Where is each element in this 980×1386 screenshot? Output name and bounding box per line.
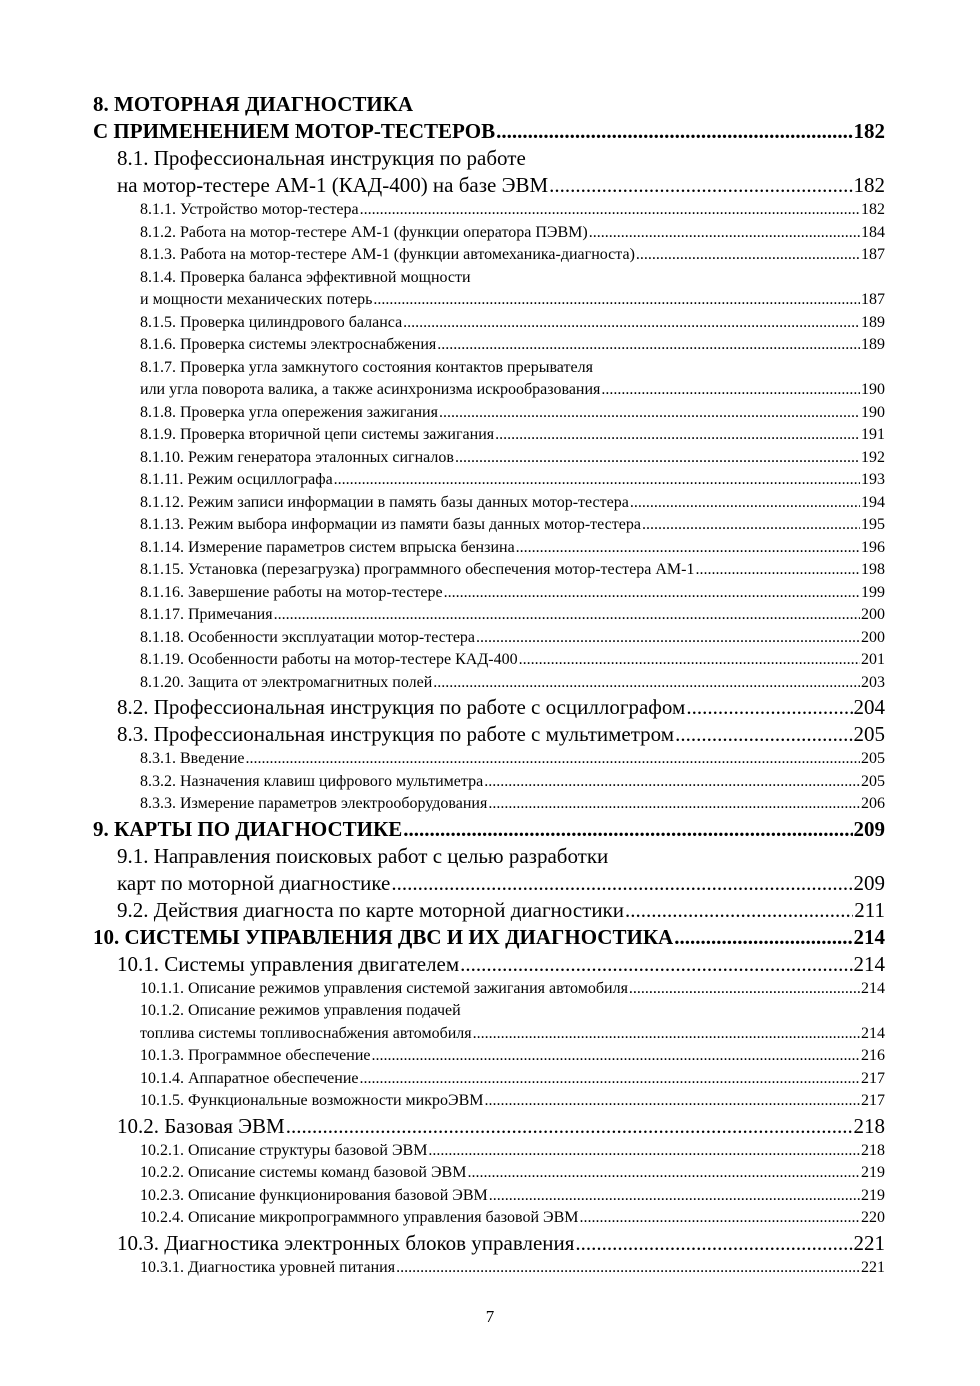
toc-entry-title: 8.1.2. Работа на мотор-тестере АМ-1 (функции оператора ПЭВМ) bbox=[140, 223, 588, 241]
toc-line bbox=[140, 978, 885, 1001]
toc-entry-level-2[interactable] bbox=[0, 897, 980, 924]
toc-entry-level-1[interactable] bbox=[0, 91, 885, 145]
dot-leader bbox=[489, 1185, 860, 1208]
toc-line bbox=[140, 672, 885, 695]
toc-page-number: 182 bbox=[853, 173, 885, 197]
toc-line bbox=[140, 748, 885, 771]
toc-page-number: 198 bbox=[861, 561, 885, 578]
toc-line bbox=[140, 1068, 885, 1091]
dot-leader bbox=[516, 537, 860, 560]
toc-entry-title: 8.1.1. Устройство мотор-тестера bbox=[140, 201, 359, 218]
toc-entry-title: 8.3. Профессиональная инструкция по работе с мультиметром bbox=[117, 722, 675, 746]
dot-leader bbox=[460, 951, 852, 978]
toc-entry-title: и мощности механических потерь bbox=[140, 291, 373, 308]
dot-leader bbox=[360, 1068, 861, 1091]
toc-entry-title: С ПРИМЕНЕНИЕМ МОТОР-ТЕСТЕРОВ bbox=[93, 119, 496, 143]
toc-page-number: 184 bbox=[861, 223, 885, 241]
toc-entry-title: 10.2. Базовая ЭВМ bbox=[117, 1113, 285, 1138]
dot-leader bbox=[630, 492, 860, 515]
toc-entry-level-3[interactable] bbox=[0, 978, 980, 1001]
toc-entry-title: 10.2.1. Описание структуры базовой ЭВМ bbox=[140, 1141, 428, 1159]
toc-line bbox=[140, 199, 885, 222]
toc-page-number: 193 bbox=[861, 471, 885, 488]
toc-page-number: 218 bbox=[861, 1141, 885, 1159]
toc-entry-level-3[interactable] bbox=[0, 402, 980, 425]
toc-page-number: 203 bbox=[861, 673, 885, 691]
toc-line bbox=[140, 379, 885, 402]
toc-line bbox=[140, 582, 885, 605]
dot-leader bbox=[496, 118, 852, 145]
toc-page-number: 219 bbox=[861, 1186, 885, 1204]
toc-entry-level-3[interactable] bbox=[0, 793, 980, 816]
toc-entry-level-3[interactable] bbox=[0, 672, 980, 695]
toc-page-number: 209 bbox=[853, 870, 885, 895]
toc-entry-title: 8.1.9. Проверка вторичной цепи системы зажигания bbox=[140, 426, 495, 443]
toc-page-number: 194 bbox=[861, 493, 885, 511]
toc-entry-level-2[interactable] bbox=[0, 1113, 980, 1140]
toc-entry-level-3[interactable] bbox=[0, 649, 980, 672]
toc-line bbox=[140, 1207, 885, 1230]
dot-leader bbox=[455, 447, 860, 470]
toc-entry-level-3[interactable] bbox=[0, 627, 980, 650]
dot-leader bbox=[403, 816, 852, 843]
toc-entry-level-3[interactable] bbox=[0, 1000, 980, 1045]
dot-leader bbox=[484, 1090, 860, 1113]
toc-entry-level-3[interactable] bbox=[0, 334, 980, 357]
dot-leader bbox=[589, 222, 860, 245]
toc-line bbox=[117, 721, 885, 748]
dot-leader bbox=[484, 771, 860, 794]
toc-entry-title: 8.3.2. Назначения клавиш цифрового мультиметра bbox=[140, 772, 484, 790]
toc-entry-title: 8.1.18. Особенности эксплуатации мотор-тестера bbox=[140, 628, 476, 646]
toc-page-number: 200 bbox=[861, 606, 885, 623]
toc-entry-level-3[interactable] bbox=[0, 1140, 980, 1163]
toc-entry-level-3[interactable] bbox=[0, 604, 980, 627]
toc-entry-title: 10.2.4. Описание микропрограммного управления базовой ЭВМ bbox=[140, 1209, 579, 1226]
toc-line bbox=[117, 1113, 885, 1140]
toc-line bbox=[140, 289, 885, 312]
toc-entry-level-3[interactable] bbox=[0, 492, 980, 515]
toc-entry-level-2[interactable] bbox=[0, 1230, 980, 1257]
toc-entry-level-3[interactable] bbox=[0, 312, 980, 335]
toc-entry-level-3[interactable] bbox=[0, 424, 980, 447]
toc-line bbox=[140, 447, 885, 470]
toc-entry-level-3[interactable] bbox=[0, 469, 980, 492]
toc-entry-title: 8.1.17. Примечания bbox=[140, 606, 273, 623]
dot-leader bbox=[437, 334, 860, 357]
toc-page-number: 182 bbox=[861, 201, 885, 218]
dot-leader bbox=[286, 1113, 853, 1140]
toc-line bbox=[117, 694, 885, 721]
toc-page-number: 196 bbox=[861, 538, 885, 556]
toc-entry-title: 10.1.1. Описание режимов управления системой зажигания автомобиля bbox=[140, 979, 628, 997]
toc-entry-title: 8.1. Профессиональная инструкция по работе bbox=[117, 146, 526, 170]
dot-leader bbox=[373, 289, 860, 312]
toc-page-number: 201 bbox=[861, 651, 885, 668]
toc-entry-level-3[interactable] bbox=[0, 1090, 980, 1113]
dot-leader bbox=[601, 379, 860, 402]
dot-leader bbox=[334, 469, 860, 492]
toc-entry-title: 10.3. Диагностика электронных блоков управления bbox=[117, 1230, 575, 1255]
toc-entry-title: 8.1.14. Измерение параметров систем впрыска бензина bbox=[140, 538, 515, 556]
toc-entry-level-2[interactable] bbox=[0, 145, 980, 199]
dot-leader bbox=[444, 582, 860, 605]
toc-entry-title: 10.1.3. Программное обеспечение bbox=[140, 1047, 371, 1064]
toc-line bbox=[140, 559, 885, 582]
toc-page-number: 214 bbox=[861, 979, 885, 997]
table-of-contents bbox=[0, 91, 980, 1279]
toc-entry-title: 8.1.5. Проверка цилиндрового баланса bbox=[140, 313, 403, 331]
toc-entry-title: 8.1.11. Режим осциллографа bbox=[140, 471, 333, 488]
toc-entry-title: на мотор-тестере АМ-1 (КАД-400) на базе ЭВМ bbox=[117, 173, 549, 197]
toc-entry-title: карт по моторной диагностике bbox=[117, 870, 391, 895]
toc-line bbox=[140, 537, 885, 560]
dot-leader bbox=[519, 649, 860, 672]
toc-entry-title: 8.1.6. Проверка системы электроснабжения bbox=[140, 336, 437, 353]
toc-entry-title: 9. КАРТЫ ПО ДИАГНОСТИКЕ bbox=[93, 816, 403, 841]
toc-page-number: 218 bbox=[853, 1113, 885, 1138]
toc-entry-level-3[interactable] bbox=[0, 1185, 980, 1208]
toc-page-number: 195 bbox=[861, 516, 885, 533]
toc-entry-title: 10.1.4. Аппаратное обеспечение bbox=[140, 1069, 359, 1087]
toc-line bbox=[140, 222, 885, 245]
dot-leader bbox=[642, 514, 860, 537]
toc-entry-title: топлива системы топливоснабжения автомобиля bbox=[140, 1024, 472, 1042]
dot-leader bbox=[274, 604, 860, 627]
toc-entry-title: 8.1.10. Режим генератора эталонных сигналов bbox=[140, 448, 454, 466]
toc-entry-title: 8.2. Профессиональная инструкция по работе с осциллографом bbox=[117, 695, 686, 719]
toc-page-number: 209 bbox=[853, 816, 885, 841]
dot-leader bbox=[686, 694, 852, 721]
toc-entry-title: 8.1.7. Проверка угла замкнутого состояния контактов прерывателя bbox=[140, 358, 593, 376]
toc-page-number: 191 bbox=[861, 426, 885, 443]
toc-entry-title: 8.1.3. Работа на мотор-тестере АМ-1 (функции автомеханика-диагноста) bbox=[140, 246, 635, 263]
toc-entry-level-1[interactable] bbox=[0, 924, 885, 951]
toc-entry-level-1[interactable] bbox=[0, 816, 885, 843]
dot-leader bbox=[575, 1230, 852, 1257]
toc-line bbox=[140, 424, 885, 447]
toc-entry-level-3[interactable] bbox=[0, 1068, 980, 1091]
toc-entry-title: 10.3.1. Диагностика уровней питания bbox=[140, 1258, 396, 1276]
toc-line bbox=[140, 492, 885, 515]
toc-page-number: 187 bbox=[861, 291, 885, 308]
toc-entry-title: или угла поворота валика, а также асинхронизма искрообразования bbox=[140, 381, 601, 398]
toc-entry-level-3[interactable] bbox=[0, 267, 980, 312]
toc-entry-level-2[interactable] bbox=[0, 721, 980, 748]
toc-entry-title: 8.1.15. Установка (перезагрузка) программного обеспечения мотор-тестера АМ-1 bbox=[140, 561, 695, 578]
toc-entry-title: 10.2.2. Описание системы команд базовой ЭВМ bbox=[140, 1164, 467, 1181]
toc-page-number: 187 bbox=[861, 246, 885, 263]
toc-line bbox=[117, 951, 885, 978]
toc-page-number: 217 bbox=[861, 1069, 885, 1087]
toc-page-number: 221 bbox=[853, 1230, 885, 1255]
toc-page-number: 204 bbox=[853, 695, 885, 719]
dot-leader bbox=[476, 627, 860, 650]
dot-leader bbox=[428, 1140, 860, 1163]
toc-entry-title: 8.1.8. Проверка угла опережения зажигания bbox=[140, 403, 438, 421]
toc-entry-level-2[interactable] bbox=[0, 843, 980, 897]
toc-page-number: 217 bbox=[861, 1092, 885, 1109]
dot-leader bbox=[636, 244, 860, 267]
toc-line bbox=[140, 334, 885, 357]
toc-page-number: 205 bbox=[861, 750, 885, 767]
toc-line bbox=[140, 469, 885, 492]
toc-entry-title: 9.2. Действия диагноста по карте моторной диагностики bbox=[117, 897, 624, 922]
toc-page-number: 205 bbox=[861, 772, 885, 790]
toc-page-number: 219 bbox=[861, 1164, 885, 1181]
toc-entry-level-2[interactable] bbox=[0, 951, 980, 978]
toc-entry-title: 8.1.16. Завершение работы на мотор-тестере bbox=[140, 583, 443, 601]
toc-line bbox=[117, 1230, 885, 1257]
toc-page-number: 205 bbox=[853, 722, 885, 746]
toc-page-number: 214 bbox=[853, 951, 885, 976]
toc-page-number: 221 bbox=[861, 1258, 885, 1276]
toc-line bbox=[140, 604, 885, 627]
toc-page-number: 199 bbox=[861, 583, 885, 601]
toc-line bbox=[140, 267, 885, 290]
toc-line bbox=[140, 1045, 885, 1068]
toc-page-number: 192 bbox=[861, 448, 885, 466]
toc-line bbox=[140, 793, 885, 816]
toc-entry-title: 8.1.12. Режим записи информации в память базы данных мотор-тестера bbox=[140, 493, 629, 511]
toc-entry-level-2[interactable] bbox=[0, 694, 980, 721]
toc-line bbox=[140, 771, 885, 794]
toc-page-number: 206 bbox=[861, 795, 885, 812]
toc-page-number: 189 bbox=[861, 336, 885, 353]
toc-entry-level-3[interactable] bbox=[0, 447, 980, 470]
toc-line bbox=[117, 870, 885, 897]
toc-line bbox=[93, 91, 885, 118]
toc-entry-level-3[interactable] bbox=[0, 582, 980, 605]
toc-entry-level-3[interactable] bbox=[0, 222, 980, 245]
toc-entry-title: 10.1.5. Функциональные возможности микроЭВМ bbox=[140, 1092, 484, 1109]
dot-leader bbox=[629, 978, 860, 1001]
dot-leader bbox=[549, 172, 852, 199]
page-number: 7 bbox=[485, 1307, 495, 1326]
toc-entry-level-3[interactable] bbox=[0, 1207, 980, 1230]
toc-line bbox=[140, 1090, 885, 1113]
toc-page-number: 182 bbox=[853, 119, 885, 143]
toc-page-number: 216 bbox=[861, 1047, 885, 1064]
dot-leader bbox=[360, 199, 860, 222]
toc-line bbox=[140, 312, 885, 335]
toc-line bbox=[140, 244, 885, 267]
toc-page-number: 220 bbox=[861, 1209, 885, 1226]
toc-entry-level-3[interactable] bbox=[0, 244, 980, 267]
dot-leader bbox=[372, 1045, 861, 1068]
dot-leader bbox=[439, 402, 860, 425]
toc-page-number: 189 bbox=[861, 313, 885, 331]
toc-entry-title: 9.1. Направления поисковых работ с целью разработки bbox=[117, 843, 609, 868]
toc-line bbox=[140, 1185, 885, 1208]
toc-line bbox=[140, 1140, 885, 1163]
toc-line bbox=[140, 1000, 885, 1023]
toc-line bbox=[117, 172, 885, 199]
toc-entry-level-3[interactable] bbox=[0, 748, 980, 771]
toc-page-number: 211 bbox=[854, 897, 885, 922]
dot-leader bbox=[579, 1207, 860, 1230]
toc-entry-title: 8.1.13. Режим выбора информации из памяти базы данных мотор-тестера bbox=[140, 516, 641, 533]
toc-line bbox=[140, 649, 885, 672]
toc-line bbox=[117, 897, 885, 924]
toc-line bbox=[140, 1257, 885, 1280]
toc-line bbox=[140, 357, 885, 380]
dot-leader bbox=[391, 870, 852, 897]
dot-leader bbox=[488, 793, 860, 816]
toc-line bbox=[93, 816, 885, 843]
toc-line bbox=[117, 843, 885, 870]
dot-leader bbox=[675, 721, 852, 748]
dot-leader bbox=[625, 897, 853, 924]
toc-entry-level-3[interactable] bbox=[0, 514, 980, 537]
toc-page-number: 214 bbox=[853, 924, 885, 949]
toc-line bbox=[140, 627, 885, 650]
toc-entry-title: 8.1.20. Защита от электромагнитных полей bbox=[140, 673, 433, 691]
toc-line bbox=[93, 924, 885, 951]
toc-entry-title: 10.1.2. Описание режимов управления подачей bbox=[140, 1002, 461, 1019]
toc-entry-level-3[interactable] bbox=[0, 771, 980, 794]
dot-leader bbox=[467, 1162, 860, 1185]
dot-leader bbox=[246, 748, 861, 771]
toc-entry-title: 10. СИСТЕМЫ УПРАВЛЕНИЯ ДВС И ИХ ДИАГНОСТИКА bbox=[93, 924, 674, 949]
toc-page-number: 190 bbox=[861, 381, 885, 398]
toc-page-number: 190 bbox=[861, 403, 885, 421]
dot-leader bbox=[495, 424, 860, 447]
toc-entry-level-3[interactable] bbox=[0, 537, 980, 560]
toc-line bbox=[140, 402, 885, 425]
toc-entry-title: 8.1.4. Проверка баланса эффективной мощности bbox=[140, 268, 471, 286]
toc-line bbox=[140, 1023, 885, 1046]
dot-leader bbox=[473, 1023, 860, 1046]
toc-page-number: 200 bbox=[861, 628, 885, 646]
toc-entry-title: 8.3.3. Измерение параметров электрооборудования bbox=[140, 795, 488, 812]
toc-entry-title: 8. МОТОРНАЯ ДИАГНОСТИКА bbox=[93, 92, 414, 116]
toc-entry-level-3[interactable] bbox=[0, 199, 980, 222]
dot-leader bbox=[403, 312, 860, 335]
dot-leader bbox=[674, 924, 852, 951]
toc-entry-title: 8.3.1. Введение bbox=[140, 750, 245, 767]
toc-line bbox=[140, 514, 885, 537]
toc-entry-title: 10.2.3. Описание функционирования базовой ЭВМ bbox=[140, 1186, 488, 1204]
toc-entry-level-3[interactable] bbox=[0, 357, 980, 402]
toc-entry-level-3[interactable] bbox=[0, 1257, 980, 1280]
toc-line bbox=[93, 118, 885, 145]
dot-leader bbox=[396, 1257, 860, 1280]
toc-entry-level-3[interactable] bbox=[0, 559, 980, 582]
toc-entry-level-3[interactable] bbox=[0, 1162, 980, 1185]
toc-entry-title: 8.1.19. Особенности работы на мотор-тестере КАД-400 bbox=[140, 651, 518, 668]
toc-entry-level-3[interactable] bbox=[0, 1045, 980, 1068]
toc-line bbox=[117, 145, 885, 172]
toc-entry-title: 10.1. Системы управления двигателем bbox=[117, 951, 460, 976]
toc-line bbox=[140, 1162, 885, 1185]
dot-leader bbox=[695, 559, 860, 582]
dot-leader bbox=[433, 672, 860, 695]
toc-page-number: 214 bbox=[861, 1024, 885, 1042]
